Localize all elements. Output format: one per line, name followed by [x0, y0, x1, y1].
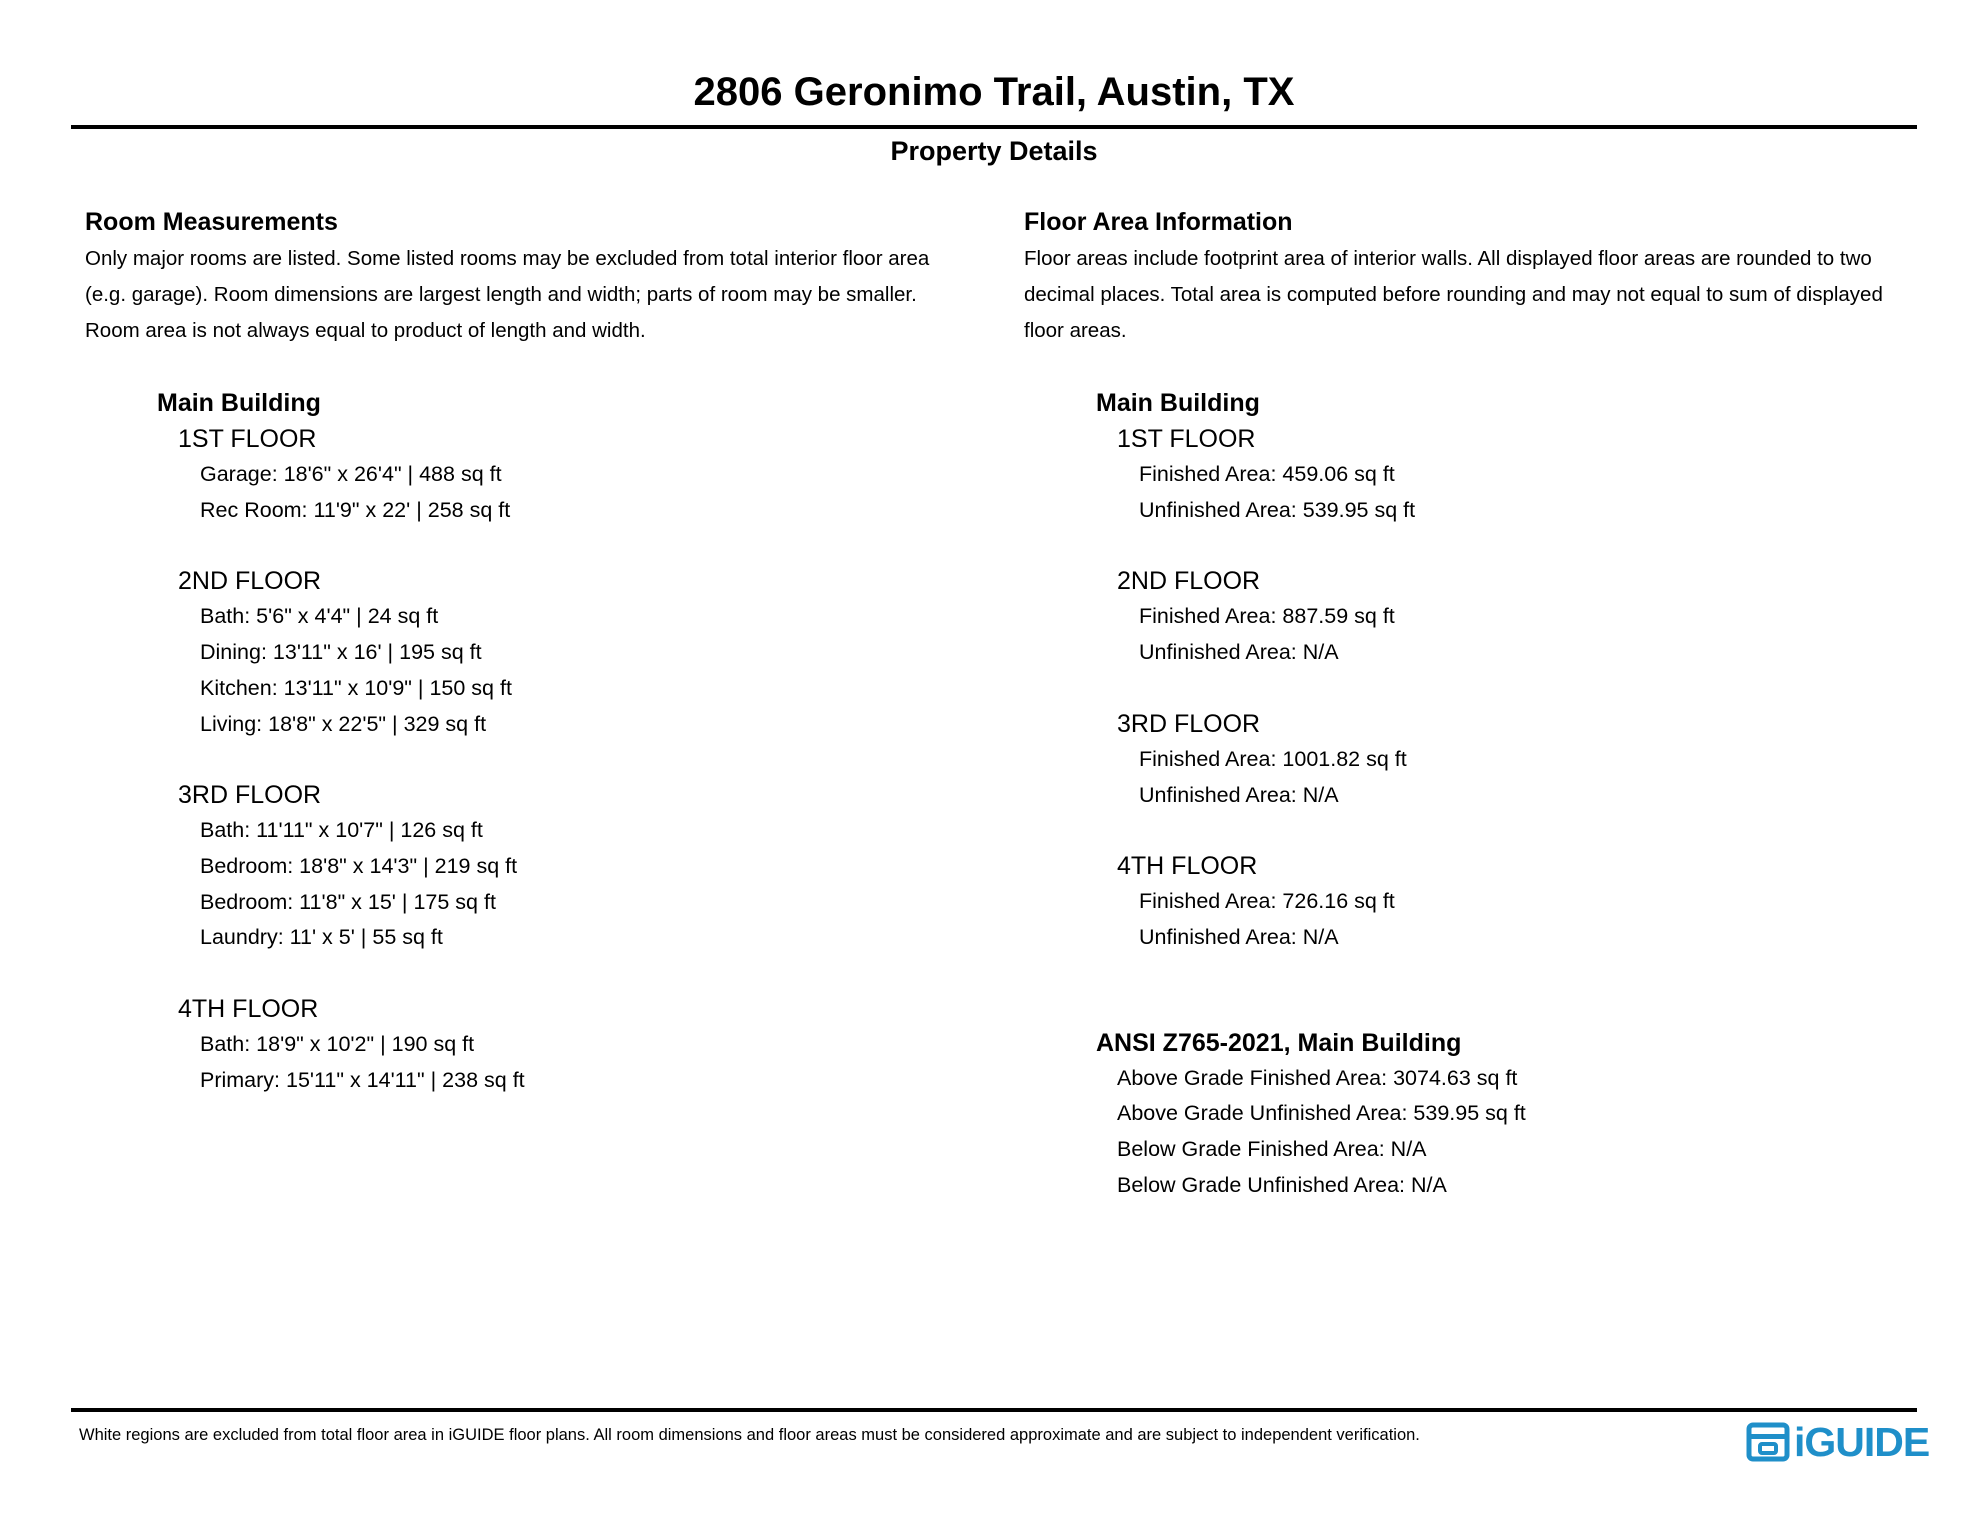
- room-item: Bath: 5'6" x 4'4" | 24 sq ft: [200, 604, 439, 629]
- room-item: Bath: 11'11" x 10'7" | 126 sq ft: [200, 818, 483, 843]
- area-item: Unfinished Area: N/A: [1139, 924, 1339, 949]
- floor-heading: 4TH FLOOR: [178, 995, 319, 1024]
- room-item: Rec Room: 11'9" x 22' | 258 sq ft: [200, 497, 511, 522]
- footer-divider: [71, 1408, 1917, 1412]
- footer-note: White regions are excluded from total floor area in iGUIDE floor plans. All room dimensions and floor areas must be considered approximate and are subject to independent verification.: [79, 1426, 1420, 1444]
- room-item: Kitchen: 13'11" x 10'9" | 150 sq ft: [200, 675, 512, 700]
- area-floor-4: [1117, 848, 1944, 955]
- floor-heading: 2ND FLOOR: [178, 567, 322, 596]
- area-floor-2: [1117, 563, 1944, 670]
- ansi-item: Below Grade Finished Area: N/A: [1117, 1137, 1427, 1162]
- building-heading: Main Building: [1096, 389, 1260, 417]
- room-floor-3: [178, 777, 1005, 956]
- area-item: Finished Area: 1001.82 sq ft: [1139, 746, 1407, 771]
- area-item: Unfinished Area: 539.95 sq ft: [1139, 497, 1416, 522]
- ansi-item: Above Grade Unfinished Area: 539.95 sq ft: [1117, 1101, 1526, 1126]
- area-item: Finished Area: 459.06 sq ft: [1139, 462, 1395, 486]
- page-title: 2806 Geronimo Trail, Austin, TX: [693, 70, 1295, 114]
- room-floor-2: [178, 563, 1005, 742]
- description-line: Room area is not always equal to product of length and width.: [85, 319, 646, 342]
- page-subtitle: Property Details: [890, 136, 1098, 166]
- room-item: Bedroom: 11'8" x 15' | 175 sq ft: [200, 889, 496, 914]
- floor-heading: 1ST FLOOR: [1117, 425, 1256, 453]
- description-line: Floor areas include footprint area of interior walls. All displayed floor areas are rounded to two: [1024, 247, 1872, 270]
- description-line: decimal places. Total area is computed before rounding and may not equal to sum of displayed: [1024, 283, 1883, 306]
- area-building-block: [1096, 385, 1944, 956]
- description-line: Only major rooms are listed. Some listed rooms may be excluded from total interior floor area: [85, 247, 930, 270]
- iguide-logo-icon: [1746, 1422, 1790, 1462]
- ansi-heading: ANSI Z765-2021, Main Building: [1096, 1028, 1462, 1057]
- iguide-logo: [1746, 1420, 1929, 1464]
- description-line: floor areas.: [1024, 319, 1127, 342]
- floor-heading: 3RD FLOOR: [1117, 709, 1261, 738]
- area-item: Unfinished Area: N/A: [1139, 640, 1339, 665]
- room-item: Living: 18'8" x 22'5" | 329 sq ft: [200, 711, 487, 736]
- floor-heading: 1ST FLOOR: [178, 425, 317, 453]
- area-floor-3: [1117, 706, 1944, 813]
- room-floor-1: [178, 421, 1005, 528]
- floor-area-section: [1024, 205, 1944, 1203]
- room-item: Bedroom: 18'8" x 14'3" | 219 sq ft: [200, 853, 518, 878]
- floor-area-description: [1024, 241, 1944, 349]
- room-measurements-description: [85, 241, 1005, 349]
- room-item: Laundry: 11' x 5' | 55 sq ft: [200, 925, 443, 950]
- floor-heading: 2ND FLOOR: [1117, 567, 1261, 596]
- room-measurements-heading: Room Measurements: [85, 208, 338, 236]
- title-divider: [71, 125, 1917, 129]
- room-floor-4: [178, 991, 1005, 1098]
- room-building-block: [157, 385, 1005, 1098]
- floor-heading: 3RD FLOOR: [178, 781, 322, 810]
- room-measurements-section: [85, 205, 1005, 1098]
- area-item: Unfinished Area: N/A: [1139, 782, 1339, 807]
- area-item: Finished Area: 726.16 sq ft: [1139, 889, 1395, 914]
- ansi-item: Below Grade Unfinished Area: N/A: [1117, 1172, 1447, 1197]
- ansi-block: [1096, 1025, 1944, 1204]
- room-item: Bath: 18'9" x 10'2" | 190 sq ft: [200, 1032, 475, 1057]
- floor-heading: 4TH FLOOR: [1117, 852, 1258, 881]
- floor-area-heading: Floor Area Information: [1024, 208, 1293, 236]
- room-item: Dining: 13'11" x 16' | 195 sq ft: [200, 640, 482, 665]
- room-item: Primary: 15'11" x 14'11" | 238 sq ft: [200, 1067, 525, 1092]
- area-floor-1: [1117, 421, 1944, 528]
- area-item: Finished Area: 887.59 sq ft: [1139, 604, 1395, 629]
- ansi-item: Above Grade Finished Area: 3074.63 sq ft: [1117, 1065, 1518, 1090]
- building-heading: Main Building: [157, 389, 321, 417]
- description-line: (e.g. garage). Room dimensions are largest length and width; parts of room may be smaller.: [85, 283, 917, 306]
- room-item: Garage: 18'6" x 26'4" | 488 sq ft: [200, 462, 502, 486]
- logo-text: iGUIDE: [1794, 1419, 1930, 1465]
